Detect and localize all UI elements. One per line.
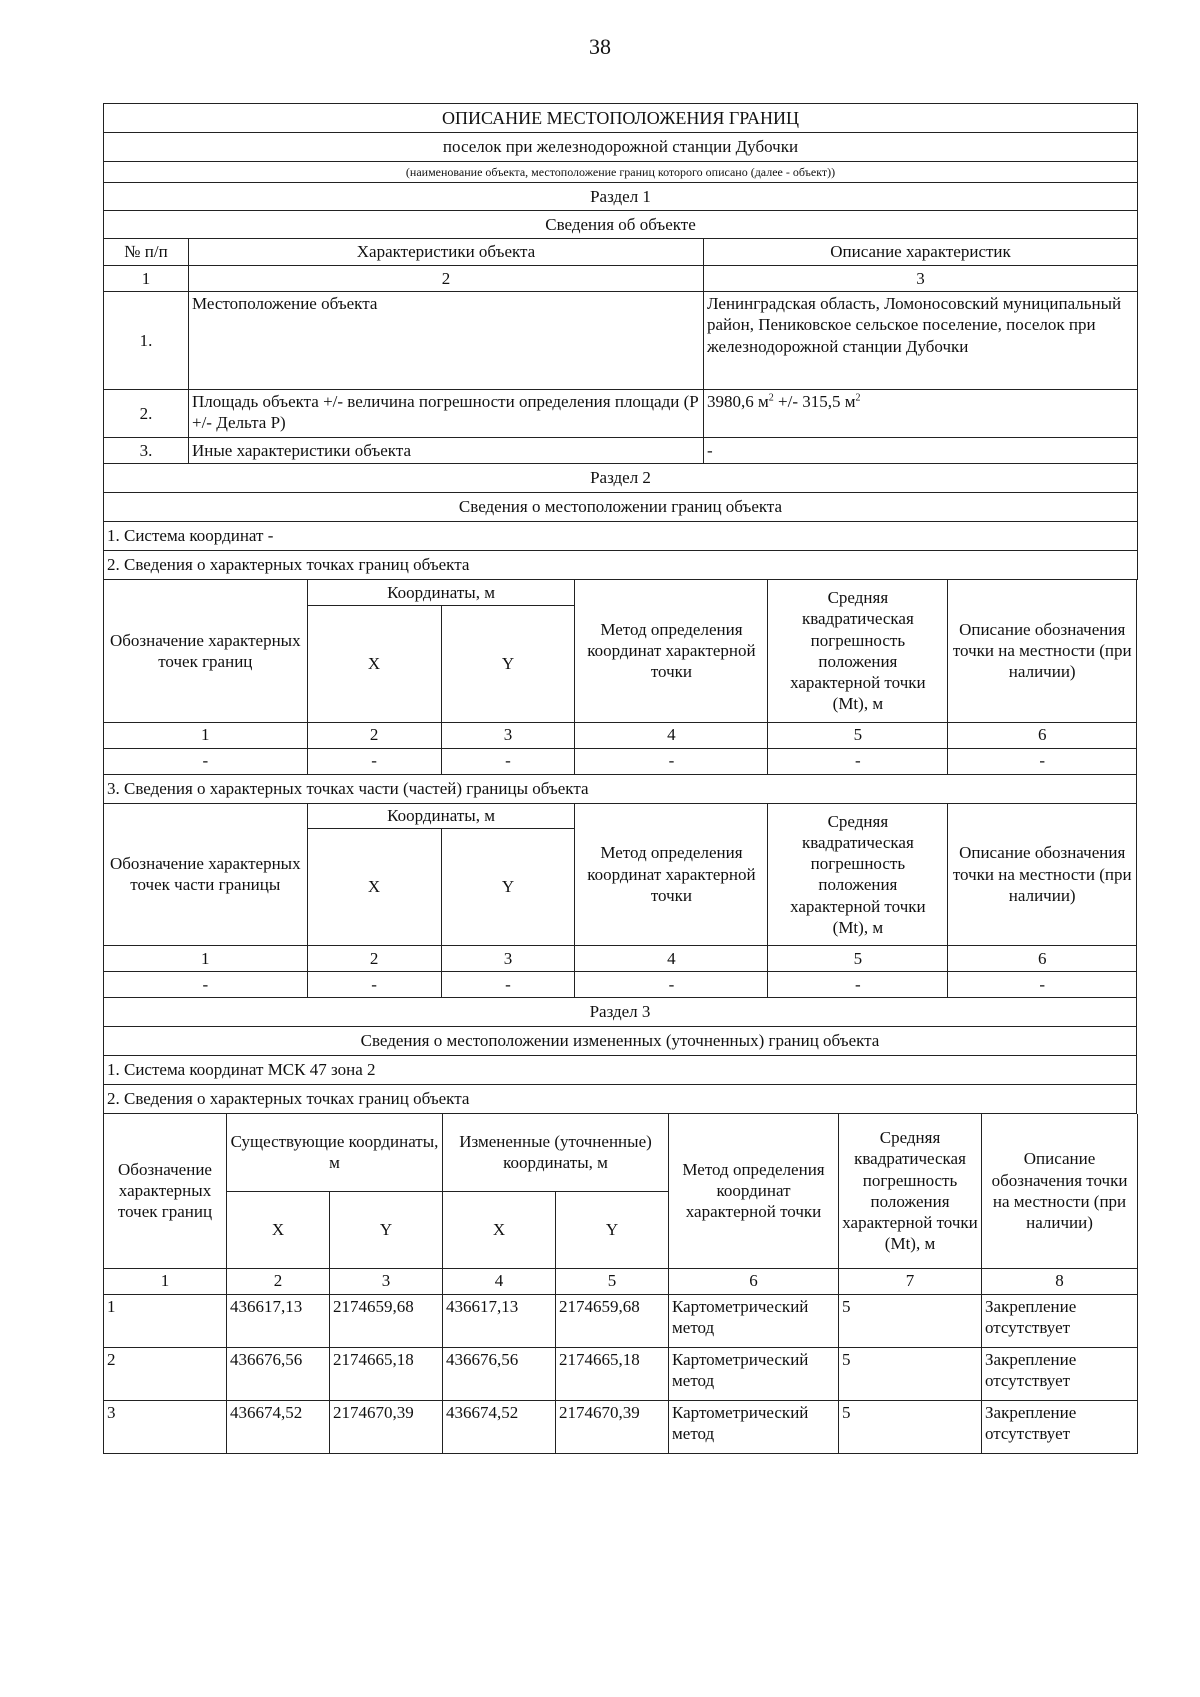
- table-row: [104, 292, 1138, 390]
- col-number: 3: [441, 722, 575, 748]
- col-number: 1: [104, 946, 308, 972]
- col-number: 3: [330, 1268, 443, 1294]
- row-name: Площадь объекта +/- величина погрешности определения площади (P +/- Дельта P): [189, 390, 704, 438]
- table-row: [104, 1294, 1138, 1347]
- col-header-num: № п/п: [104, 239, 189, 266]
- table-cell: -: [575, 972, 768, 998]
- section2-points-table: [103, 580, 1137, 804]
- col-header-method: Метод определения координат характерной точки: [575, 804, 768, 946]
- table-row: [104, 390, 1138, 438]
- col-header-desc: Описание обозначения точки на местности (при наличии): [948, 804, 1137, 946]
- row-name: Местоположение объекта: [189, 292, 704, 390]
- col-header-y: Y: [441, 829, 575, 946]
- table-cell: -: [948, 972, 1137, 998]
- section1-subheading: Сведения об объекте: [104, 211, 1138, 239]
- cell-changed-x: 436674,52: [443, 1400, 556, 1453]
- cell-error: 5: [839, 1347, 982, 1400]
- col-header-y: Y: [556, 1191, 669, 1268]
- cell-changed-y: 2174670,39: [556, 1400, 669, 1453]
- table-cell: -: [441, 748, 575, 774]
- row-value: 3980,6 $м^2$ +/- 315,5 $м^2$: [704, 390, 1138, 438]
- col-number: 1: [104, 722, 308, 748]
- table-cell: -: [768, 972, 948, 998]
- col-header-method: Метод определения координат характерной точки: [669, 1114, 839, 1268]
- row-num: 3.: [104, 438, 189, 464]
- col-number: 3: [704, 266, 1138, 292]
- col-number: 2: [307, 946, 441, 972]
- table-row: [104, 1347, 1138, 1400]
- page-number: 38: [589, 34, 611, 59]
- section2-part-points-table: [103, 804, 1137, 1115]
- col-header-x: X: [227, 1191, 330, 1268]
- table-cell: -: [948, 748, 1137, 774]
- col-header-characteristics: Характеристики объекта: [189, 239, 704, 266]
- cell-point: 3: [104, 1400, 227, 1453]
- col-header-point: Обозначение характерных точек границ: [104, 1114, 227, 1268]
- section3-heading: Раздел 3: [104, 998, 1137, 1027]
- object-name-note: (наименование объекта, местоположение границ которого описано (далее - объект)): [104, 162, 1138, 183]
- col-header-description: Описание характеристик: [704, 239, 1138, 266]
- table-row: [104, 748, 1137, 774]
- col-header-error: Средняя квадратическая погрешность положения характерной точки (Mt), м: [768, 804, 948, 946]
- col-header-point: Обозначение характерных точек части границы: [104, 804, 308, 946]
- cell-changed-x: 436617,13: [443, 1294, 556, 1347]
- col-number: 4: [575, 946, 768, 972]
- col-header-desc: Описание обозначения точки на местности (при наличии): [948, 580, 1137, 722]
- table-cell: -: [307, 972, 441, 998]
- cell-desc: Закрепление отсутствует: [982, 1347, 1138, 1400]
- col-number: 6: [669, 1268, 839, 1294]
- col-header-x: X: [443, 1191, 556, 1268]
- col-header-coords: Координаты, м: [307, 804, 575, 829]
- col-number: 8: [982, 1268, 1138, 1294]
- cell-method: Картометрический метод: [669, 1294, 839, 1347]
- col-number: 5: [556, 1268, 669, 1294]
- table-cell: -: [104, 972, 308, 998]
- section2-table2-caption: 3. Сведения о характерных точках части (частей) границы объекта: [104, 774, 1137, 803]
- col-header-method: Метод определения координат характерной точки: [575, 580, 768, 722]
- col-header-x: X: [307, 829, 441, 946]
- section2-table1-caption: 2. Сведения о характерных точках границ объекта: [104, 551, 1138, 580]
- col-number: 2: [307, 722, 441, 748]
- row-num: 1.: [104, 292, 189, 390]
- cell-desc: Закрепление отсутствует: [982, 1400, 1138, 1453]
- cell-existing-y: 2174665,18: [330, 1347, 443, 1400]
- cell-changed-x: 436676,56: [443, 1347, 556, 1400]
- cell-method: Картометрический метод: [669, 1400, 839, 1453]
- col-number: 6: [948, 946, 1137, 972]
- cell-existing-x: 436617,13: [227, 1294, 330, 1347]
- col-header-existing-coords: Существующие координаты, м: [227, 1114, 443, 1191]
- cell-point: 2: [104, 1347, 227, 1400]
- col-header-error: Средняя квадратическая погрешность положения характерной точки (Mt), м: [768, 580, 948, 722]
- col-header-x: X: [307, 605, 441, 722]
- col-number: 7: [839, 1268, 982, 1294]
- col-header-y: Y: [330, 1191, 443, 1268]
- row-value: Ленинградская область, Ломоносовский муниципальный район, Пениковское сельское поселение, поселок при железнодорожной станции Дубочки: [704, 292, 1138, 390]
- col-header-changed-coords: Измененные (уточненные) координаты, м: [443, 1114, 669, 1191]
- cell-method: Картометрический метод: [669, 1347, 839, 1400]
- table-cell: -: [575, 748, 768, 774]
- cell-error: 5: [839, 1400, 982, 1453]
- document-title: ОПИСАНИЕ МЕСТОПОЛОЖЕНИЯ ГРАНИЦ: [104, 104, 1138, 133]
- section2-coord-system: 1. Система координат -: [104, 522, 1138, 551]
- col-header-coords: Координаты, м: [307, 580, 575, 605]
- table-row: [104, 972, 1137, 998]
- section3-subheading: Сведения о местоположении измененных (уточненных) границ объекта: [104, 1027, 1137, 1056]
- table-cell: -: [768, 748, 948, 774]
- col-header-desc: Описание обозначения точки на местности (при наличии): [982, 1114, 1138, 1268]
- section2-heading: Раздел 2: [104, 464, 1138, 493]
- col-number: 2: [189, 266, 704, 292]
- cell-existing-y: 2174670,39: [330, 1400, 443, 1453]
- row-num: 2.: [104, 390, 189, 438]
- section1-table: [103, 103, 1138, 580]
- cell-changed-y: 2174665,18: [556, 1347, 669, 1400]
- cell-error: 5: [839, 1294, 982, 1347]
- col-number: 6: [948, 722, 1137, 748]
- section1-heading: Раздел 1: [104, 183, 1138, 211]
- col-number: 5: [768, 722, 948, 748]
- document: [103, 103, 1137, 1454]
- cell-existing-y: 2174659,68: [330, 1294, 443, 1347]
- table-cell: -: [104, 748, 308, 774]
- col-header-point: Обозначение характерных точек границ: [104, 580, 308, 722]
- object-name: поселок при железнодорожной станции Дубочки: [104, 133, 1138, 162]
- col-header-error: Средняя квадратическая погрешность положения характерной точки (Mt), м: [839, 1114, 982, 1268]
- col-number: 1: [104, 266, 189, 292]
- cell-existing-x: 436674,52: [227, 1400, 330, 1453]
- cell-point: 1: [104, 1294, 227, 1347]
- col-number: 2: [227, 1268, 330, 1294]
- section3-coord-system: 1. Система координат МСК 47 зона 2: [104, 1056, 1137, 1085]
- cell-changed-y: 2174659,68: [556, 1294, 669, 1347]
- table-cell: -: [441, 972, 575, 998]
- row-value: -: [704, 438, 1138, 464]
- table-cell: -: [307, 748, 441, 774]
- col-number: 4: [443, 1268, 556, 1294]
- cell-existing-x: 436676,56: [227, 1347, 330, 1400]
- row-name: Иные характеристики объекта: [189, 438, 704, 464]
- cell-desc: Закрепление отсутствует: [982, 1294, 1138, 1347]
- section3-caption: 2. Сведения о характерных точках границ объекта: [104, 1085, 1137, 1114]
- col-number: 5: [768, 946, 948, 972]
- col-number: 3: [441, 946, 575, 972]
- col-header-y: Y: [441, 605, 575, 722]
- section2-subheading: Сведения о местоположении границ объекта: [104, 493, 1138, 522]
- table-row: [104, 1400, 1138, 1453]
- col-number: 4: [575, 722, 768, 748]
- col-number: 1: [104, 1268, 227, 1294]
- section3-points-table: [103, 1114, 1138, 1454]
- table-row: [104, 438, 1138, 464]
